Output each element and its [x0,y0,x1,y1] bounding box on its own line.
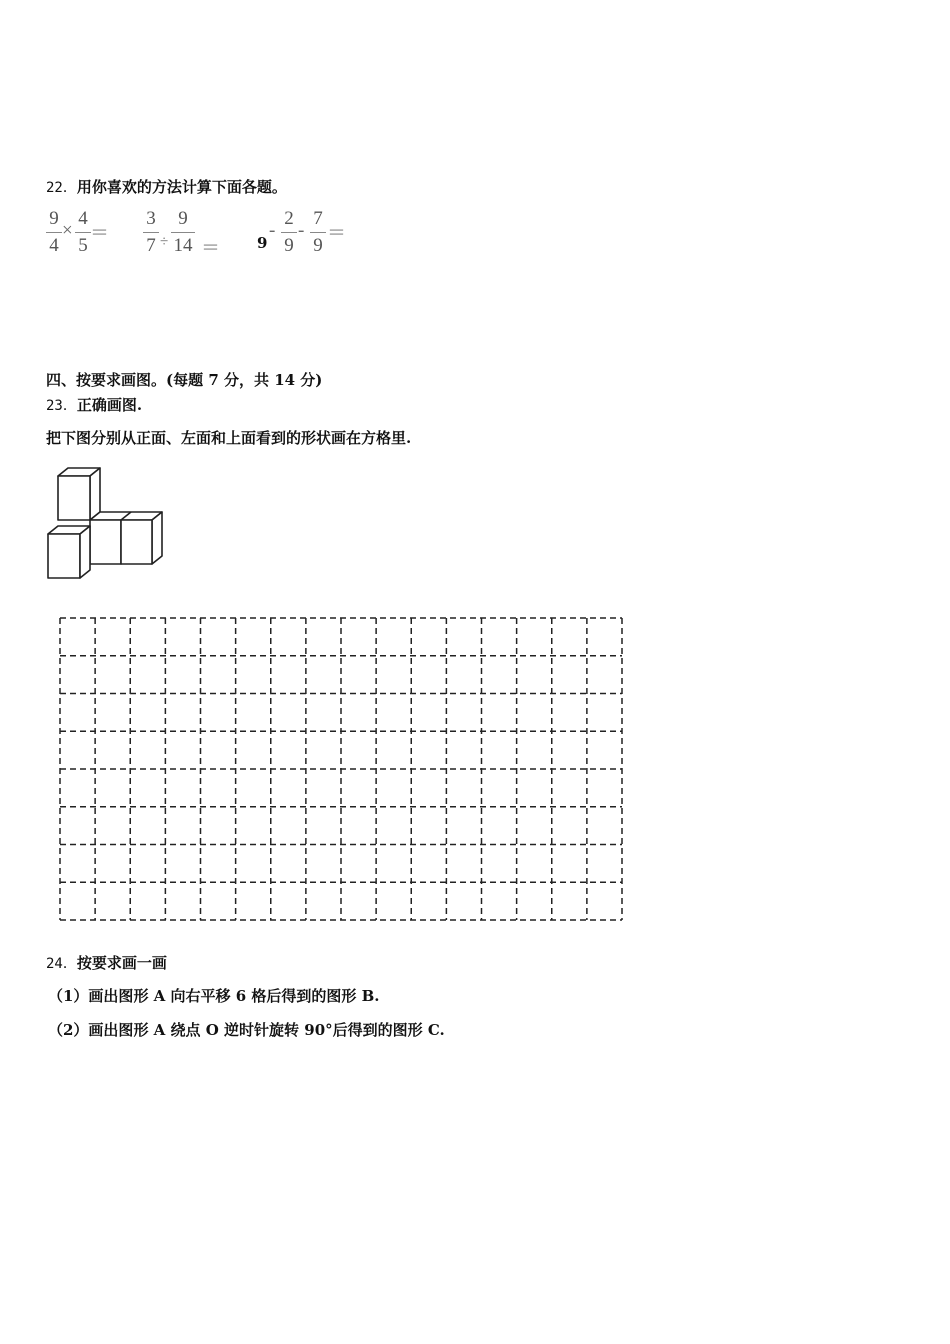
expr3-minus-sign-2: - [298,220,305,241]
q24-item-2: （2）画出图形 A 绕点 O 逆时针旋转 90°后得到的图形 C. [48,1021,445,1039]
expr2-fraction-b: 9 14 [171,208,195,257]
expr3-whole-number: 9 [257,234,268,252]
right-cube-front-face [121,520,152,564]
q24-heading [46,952,167,973]
section4-heading: 四、按要求画图。(每题 7 分，共 14 分) [46,371,323,389]
front-cube-front-face [48,534,80,578]
expr1-equals-sign: ＝ [90,223,110,244]
q23-title: 正确画图. [76,396,143,414]
expr2-divide-sign: ÷ [160,234,169,250]
expr3-fraction-a: 2 9 [281,208,297,257]
q22-number: 22． [46,180,77,196]
expr3-equals-sign: ＝ [327,223,347,244]
q23-number: 23． [46,398,77,414]
expr1-times-sign: × [62,220,73,241]
expr1-fraction-b: 4 5 [75,208,91,257]
expr2-fraction-a: 3 7 [143,208,159,257]
front-cube-side-face [80,526,90,578]
q23-instruction: 把下图分别从正面、左面和上面看到的形状画在方格里. [46,429,412,447]
expr2-equals-sign: ＝ [201,238,221,259]
q24-title: 按要求画一画 [76,954,167,972]
q22-title: 用你喜欢的方法计算下面各题。 [76,178,287,196]
q24-number: 24． [46,956,77,972]
row-side-face [152,512,162,564]
middle-cube-front-face [90,520,121,564]
expr1-fraction-a: 9 4 [46,208,62,257]
q22-heading [46,176,287,197]
q23-heading [46,394,142,415]
expr3-fraction-b: 7 9 [310,208,326,257]
cube-figure [40,462,170,584]
dashed-grid[interactable] [58,616,626,924]
top-cube-front-face [58,476,90,520]
expr3-minus-sign-1: - [269,220,276,241]
q24-item-1: （1）画出图形 A 向右平移 6 格后得到的图形 B. [48,987,380,1005]
